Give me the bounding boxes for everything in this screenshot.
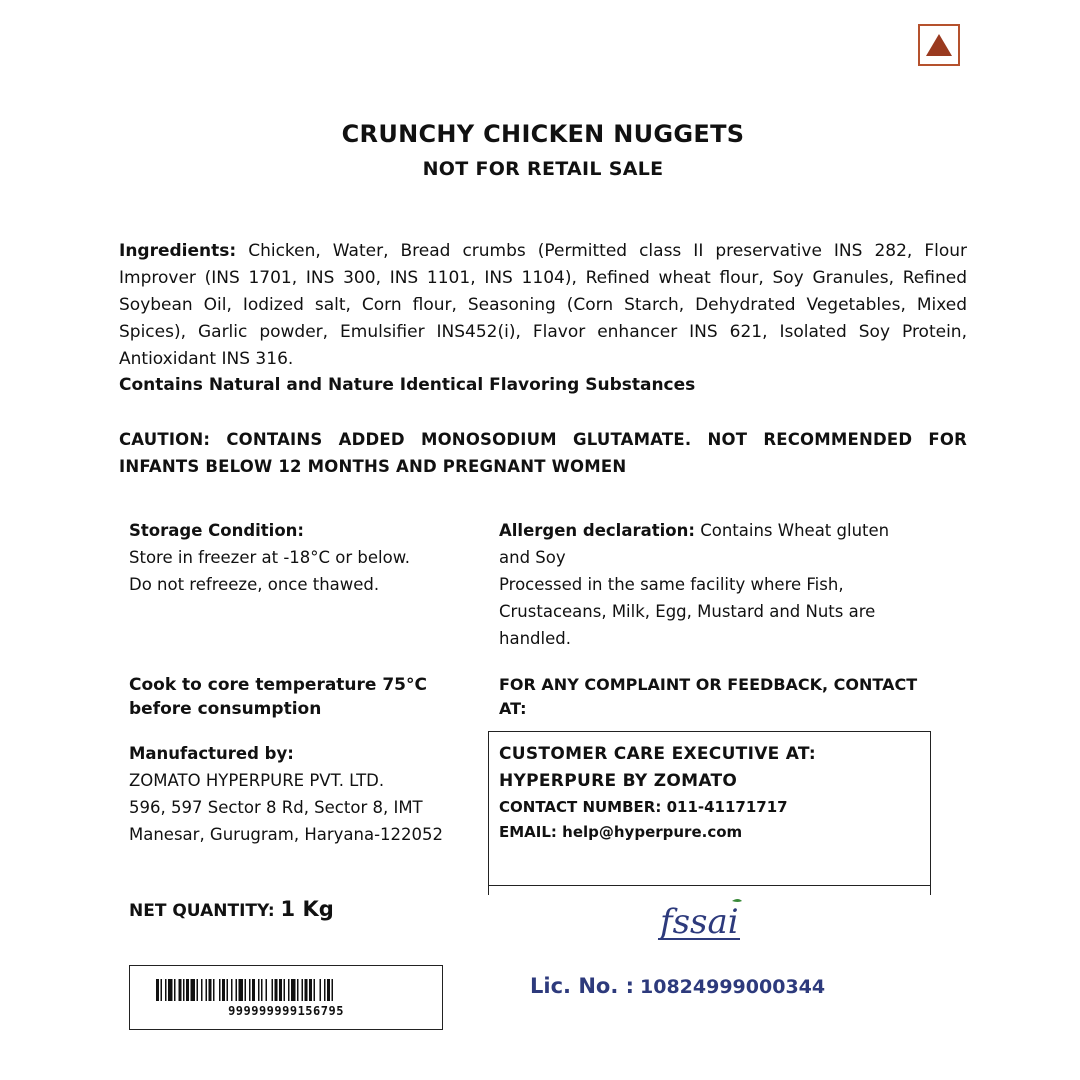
barcode-bar bbox=[174, 979, 176, 1001]
complaint-heading: FOR ANY COMPLAINT OR FEEDBACK, CONTACT AT: bbox=[499, 675, 918, 718]
barcode-bar bbox=[156, 979, 159, 1001]
barcode-bar bbox=[231, 979, 233, 1001]
fssai-logo-text: fssai bbox=[660, 902, 739, 942]
barcode-icon bbox=[156, 979, 416, 1001]
barcode-bar bbox=[183, 979, 185, 1001]
barcode-bar bbox=[327, 979, 330, 1001]
barcode-bar bbox=[227, 979, 229, 1001]
barcode-bar bbox=[165, 979, 167, 1001]
allergen-text: Contains Wheat gluten and Soy bbox=[499, 521, 890, 567]
barcode-bar bbox=[236, 979, 238, 1001]
barcode-bar bbox=[161, 979, 163, 1001]
barcode-bar bbox=[297, 979, 299, 1001]
barcode-bar bbox=[261, 979, 263, 1001]
fssai-license bbox=[530, 974, 825, 998]
barcode-bar bbox=[305, 979, 308, 1001]
non-veg-symbol-icon bbox=[918, 24, 960, 66]
barcode-bar bbox=[258, 979, 260, 1001]
storage-line-2: Do not refreeze, once thawed. bbox=[129, 575, 380, 594]
ingredients-text: Chicken, Water, Bread crumbs (Permitted class II preservative INS 282, Flour Improver (INS 1701, INS 300, INS 1101, INS 1104), Refined wheat flour, Soy Granules, Refined Soybean Oil, Iodized salt, Corn flour, Seasoning (Corn Starch, Dehydrated Vegetables, Mixed Spices), Garlic powder, Emulsifier INS452(i), Flavor enhancer INS 621, Isolated Soy Protein, Antioxidant INS 316. bbox=[119, 241, 967, 369]
barcode-bar bbox=[302, 979, 304, 1001]
barcode-number: 999999999156795 bbox=[228, 1004, 344, 1018]
barcode-bar bbox=[309, 979, 312, 1001]
customer-care-box-divider bbox=[488, 885, 931, 895]
barcode-bar bbox=[332, 979, 334, 1001]
license-number: 10824999000344 bbox=[640, 976, 826, 998]
cooking-instruction: Cook to core temperature 75°C before consumption bbox=[129, 675, 427, 719]
barcode-box bbox=[129, 965, 443, 1030]
caution-statement: CAUTION: CONTAINS ADDED MONOSODIUM GLUTAMATE. NOT RECOMMENDED FOR INFANTS BELOW 12 MONTHS AND PREGNANT WOMEN bbox=[119, 430, 967, 476]
barcode-bar bbox=[245, 979, 247, 1001]
barcode-bar bbox=[201, 979, 203, 1001]
manufacturer-name: ZOMATO HYPERPURE PVT. LTD. bbox=[129, 771, 385, 790]
retail-notice: NOT FOR RETAIL SALE bbox=[422, 158, 664, 180]
fssai-logo-icon bbox=[640, 895, 760, 950]
contact-email: EMAIL: help@hyperpure.com bbox=[499, 823, 743, 841]
customer-care-line-1: CUSTOMER CARE EXECUTIVE AT: bbox=[499, 744, 816, 764]
triangle-icon bbox=[925, 33, 953, 57]
contact-number: CONTACT NUMBER: 011-41171717 bbox=[499, 798, 788, 816]
barcode-bar bbox=[239, 979, 244, 1001]
fssai-logo bbox=[640, 895, 760, 950]
net-quantity-label: NET QUANTITY: bbox=[129, 901, 275, 921]
barcode-bar bbox=[252, 979, 255, 1001]
barcode-bar bbox=[219, 979, 221, 1001]
barcode-bar bbox=[266, 979, 268, 1001]
barcode-bar bbox=[222, 979, 225, 1001]
barcode-bar bbox=[275, 979, 278, 1001]
barcode-bar bbox=[272, 979, 274, 1001]
barcode-bar bbox=[284, 979, 286, 1001]
flavoring-note: Contains Natural and Nature Identical Flavoring Substances bbox=[119, 375, 696, 395]
barcode-bar bbox=[320, 979, 322, 1001]
net-quantity-value: 1 Kg bbox=[280, 897, 334, 921]
net-quantity bbox=[129, 897, 334, 921]
barcode-bar bbox=[186, 979, 189, 1001]
barcode-bar bbox=[291, 979, 296, 1001]
barcode-bar bbox=[249, 979, 251, 1001]
barcode-bar bbox=[288, 979, 290, 1001]
allergen-block bbox=[499, 517, 919, 652]
barcode-bar bbox=[213, 979, 215, 1001]
storage-label: Storage Condition: bbox=[129, 521, 305, 540]
barcode-bar bbox=[324, 979, 326, 1001]
storage-line-1: Store in freezer at -18°C or below. bbox=[129, 548, 410, 567]
allergen-label: Allergen declaration: bbox=[499, 521, 695, 540]
allergen-processed: Processed in the same facility where Fish, Crustaceans, Milk, Egg, Mustard and Nuts are handled. bbox=[499, 575, 876, 648]
barcode-bar bbox=[168, 979, 173, 1001]
ingredients-block bbox=[119, 238, 967, 373]
product-title: CRUNCHY CHICKEN NUGGETS bbox=[341, 120, 745, 148]
barcode-bar bbox=[179, 979, 182, 1001]
barcode-bar bbox=[209, 979, 212, 1001]
manufacturer-block bbox=[129, 740, 459, 848]
manufacturer-address: 596, 597 Sector 8 Rd, Sector 8, IMT Manesar, Gurugram, Haryana-122052 bbox=[129, 798, 444, 844]
barcode-bar bbox=[191, 979, 196, 1001]
ingredients-label: Ingredients: bbox=[119, 241, 237, 261]
barcode-bar bbox=[206, 979, 208, 1001]
license-label: Lic. No. : bbox=[530, 974, 635, 998]
barcode-bar bbox=[197, 979, 199, 1001]
barcode-bar bbox=[314, 979, 316, 1001]
customer-care-line-2: HYPERPURE BY ZOMATO bbox=[499, 771, 738, 791]
customer-care-block bbox=[499, 741, 919, 845]
storage-block bbox=[129, 517, 469, 598]
manufacturer-label: Manufactured by: bbox=[129, 744, 294, 763]
barcode-bar bbox=[279, 979, 282, 1001]
